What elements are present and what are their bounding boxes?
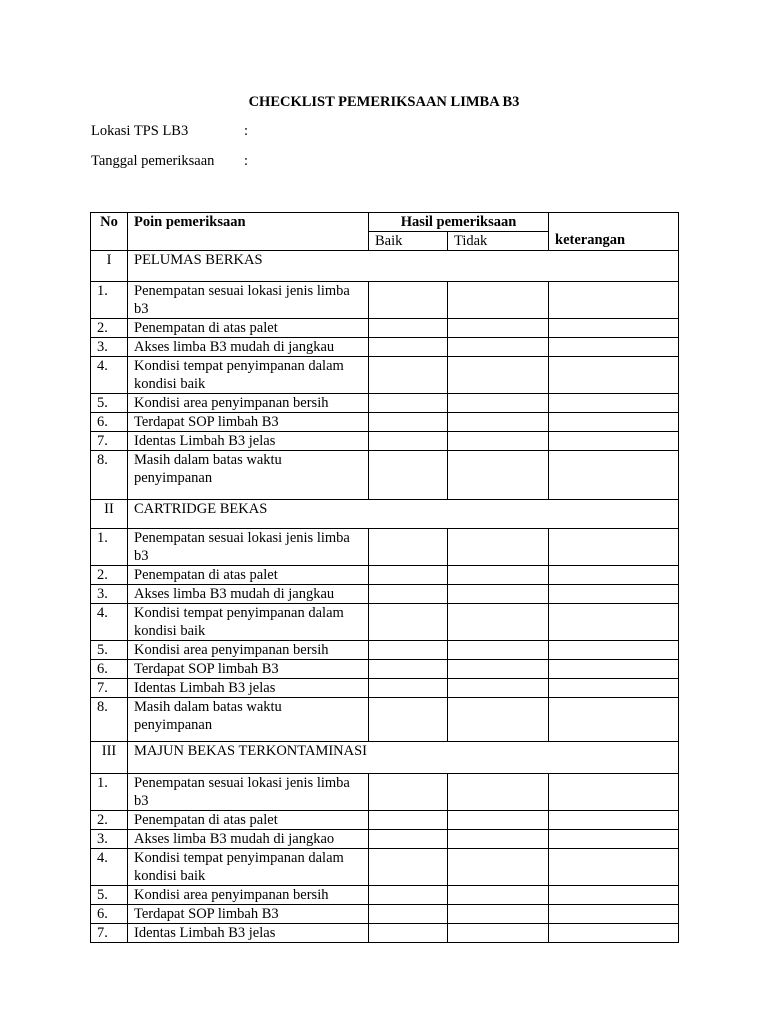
table-row bbox=[91, 282, 679, 319]
cell-keterangan bbox=[549, 394, 679, 413]
cell-keterangan bbox=[549, 357, 679, 394]
cell-keterangan bbox=[549, 698, 679, 742]
item-number: 3. bbox=[91, 585, 128, 604]
header-tidak: Tidak bbox=[448, 232, 549, 251]
item-number: 1. bbox=[91, 529, 128, 566]
table-row bbox=[91, 811, 679, 830]
item-text: Masih dalam batas waktu penyimpanan bbox=[128, 451, 369, 500]
cell-keterangan bbox=[549, 679, 679, 698]
section-number: I bbox=[91, 251, 128, 282]
item-text: Kondisi area penyimpanan bersih bbox=[128, 394, 369, 413]
item-number: 7. bbox=[91, 679, 128, 698]
cell-baik bbox=[369, 451, 448, 500]
cell-keterangan bbox=[549, 529, 679, 566]
item-text: Kondisi tempat penyimpanan dalam kondisi baik bbox=[128, 849, 369, 886]
section-number: III bbox=[91, 742, 128, 774]
item-number: 7. bbox=[91, 432, 128, 451]
cell-baik bbox=[369, 905, 448, 924]
item-text: Penempatan sesuai lokasi jenis limba b3 bbox=[128, 774, 369, 811]
cell-tidak bbox=[448, 282, 549, 319]
item-number: 5. bbox=[91, 394, 128, 413]
section-title: MAJUN BEKAS TERKONTAMINASI bbox=[128, 742, 679, 774]
cell-tidak bbox=[448, 924, 549, 943]
cell-keterangan bbox=[549, 604, 679, 641]
cell-tidak bbox=[448, 432, 549, 451]
table-row bbox=[91, 679, 679, 698]
item-text: Identas Limbah B3 jelas bbox=[128, 432, 369, 451]
cell-tidak bbox=[448, 886, 549, 905]
item-number: 6. bbox=[91, 905, 128, 924]
section-title: PELUMAS BERKAS bbox=[128, 251, 679, 282]
table-row bbox=[91, 886, 679, 905]
cell-baik bbox=[369, 811, 448, 830]
field-tanggal bbox=[91, 153, 248, 170]
cell-keterangan bbox=[549, 924, 679, 943]
item-number: 4. bbox=[91, 357, 128, 394]
field-lokasi bbox=[91, 123, 248, 140]
item-text: Identas Limbah B3 jelas bbox=[128, 924, 369, 943]
table-row bbox=[91, 566, 679, 585]
item-number: 2. bbox=[91, 319, 128, 338]
item-number: 6. bbox=[91, 413, 128, 432]
table-row bbox=[91, 319, 679, 338]
checklist-table bbox=[90, 212, 679, 943]
item-number: 6. bbox=[91, 660, 128, 679]
cell-keterangan bbox=[549, 282, 679, 319]
item-number: 7. bbox=[91, 924, 128, 943]
cell-tidak bbox=[448, 529, 549, 566]
cell-keterangan bbox=[549, 830, 679, 849]
table-row bbox=[91, 698, 679, 742]
table-row bbox=[91, 604, 679, 641]
cell-tidak bbox=[448, 905, 549, 924]
cell-keterangan bbox=[549, 451, 679, 500]
cell-keterangan bbox=[549, 774, 679, 811]
cell-keterangan bbox=[549, 432, 679, 451]
section-row bbox=[91, 500, 679, 529]
item-number: 1. bbox=[91, 774, 128, 811]
header-keterangan: keterangan bbox=[549, 213, 679, 251]
cell-keterangan bbox=[549, 886, 679, 905]
item-number: 4. bbox=[91, 849, 128, 886]
cell-keterangan bbox=[549, 905, 679, 924]
item-text: Terdapat SOP limbah B3 bbox=[128, 413, 369, 432]
table-row bbox=[91, 432, 679, 451]
cell-tidak bbox=[448, 641, 549, 660]
cell-keterangan bbox=[549, 849, 679, 886]
item-text: Penempatan sesuai lokasi jenis limba b3 bbox=[128, 282, 369, 319]
cell-tidak bbox=[448, 566, 549, 585]
cell-keterangan bbox=[549, 585, 679, 604]
field-lokasi-label: Lokasi TPS LB3 bbox=[91, 123, 189, 139]
cell-keterangan bbox=[549, 338, 679, 357]
cell-tidak bbox=[448, 338, 549, 357]
cell-baik bbox=[369, 319, 448, 338]
table-row bbox=[91, 905, 679, 924]
cell-tidak bbox=[448, 394, 549, 413]
item-text: Penempatan di atas palet bbox=[128, 566, 369, 585]
cell-tidak bbox=[448, 774, 549, 811]
cell-tidak bbox=[448, 811, 549, 830]
item-text: Penempatan sesuai lokasi jenis limba b3 bbox=[128, 529, 369, 566]
item-number: 8. bbox=[91, 451, 128, 500]
item-text: Identas Limbah B3 jelas bbox=[128, 679, 369, 698]
field-tanggal-separator: : bbox=[244, 153, 249, 169]
item-text: Terdapat SOP limbah B3 bbox=[128, 905, 369, 924]
cell-baik bbox=[369, 432, 448, 451]
table-row bbox=[91, 924, 679, 943]
item-text: Penempatan di atas palet bbox=[128, 811, 369, 830]
cell-keterangan bbox=[549, 641, 679, 660]
item-text: Kondisi area penyimpanan bersih bbox=[128, 886, 369, 905]
item-text: Kondisi tempat penyimpanan dalam kondisi baik bbox=[128, 604, 369, 641]
cell-baik bbox=[369, 529, 448, 566]
table-row bbox=[91, 529, 679, 566]
item-text: Penempatan di atas palet bbox=[128, 319, 369, 338]
table-row bbox=[91, 413, 679, 432]
item-number: 2. bbox=[91, 566, 128, 585]
cell-baik bbox=[369, 566, 448, 585]
item-text: Kondisi tempat penyimpanan dalam kondisi baik bbox=[128, 357, 369, 394]
cell-keterangan bbox=[549, 811, 679, 830]
cell-baik bbox=[369, 641, 448, 660]
cell-tidak bbox=[448, 319, 549, 338]
table-row bbox=[91, 774, 679, 811]
cell-keterangan bbox=[549, 566, 679, 585]
table-row bbox=[91, 641, 679, 660]
item-number: 3. bbox=[91, 338, 128, 357]
field-lokasi-separator: : bbox=[244, 123, 249, 139]
cell-tidak bbox=[448, 679, 549, 698]
cell-tidak bbox=[448, 698, 549, 742]
cell-tidak bbox=[448, 413, 549, 432]
table-row bbox=[91, 660, 679, 679]
section-number: II bbox=[91, 500, 128, 529]
table-row bbox=[91, 830, 679, 849]
table-row bbox=[91, 357, 679, 394]
header-no: No bbox=[91, 213, 128, 251]
item-text: Akses limba B3 mudah di jangkau bbox=[128, 585, 369, 604]
item-number: 4. bbox=[91, 604, 128, 641]
item-number: 2. bbox=[91, 811, 128, 830]
section-title: CARTRIDGE BEKAS bbox=[128, 500, 679, 529]
cell-tidak bbox=[448, 451, 549, 500]
cell-tidak bbox=[448, 830, 549, 849]
item-text: Akses limba B3 mudah di jangkau bbox=[128, 338, 369, 357]
cell-baik bbox=[369, 338, 448, 357]
header-hasil: Hasil pemeriksaan bbox=[369, 213, 549, 232]
table-row bbox=[91, 394, 679, 413]
item-number: 1. bbox=[91, 282, 128, 319]
cell-baik bbox=[369, 886, 448, 905]
table-row bbox=[91, 338, 679, 357]
table-row bbox=[91, 585, 679, 604]
cell-keterangan bbox=[549, 660, 679, 679]
table-row bbox=[91, 849, 679, 886]
item-number: 5. bbox=[91, 886, 128, 905]
item-text: Kondisi area penyimpanan bersih bbox=[128, 641, 369, 660]
section-row bbox=[91, 251, 679, 282]
cell-baik bbox=[369, 357, 448, 394]
field-tanggal-label: Tanggal pemeriksaan bbox=[91, 153, 215, 169]
cell-tidak bbox=[448, 357, 549, 394]
table-row bbox=[91, 451, 679, 500]
cell-baik bbox=[369, 924, 448, 943]
cell-baik bbox=[369, 282, 448, 319]
cell-baik bbox=[369, 585, 448, 604]
checklist-body bbox=[91, 251, 679, 943]
cell-tidak bbox=[448, 585, 549, 604]
item-number: 5. bbox=[91, 641, 128, 660]
item-number: 3. bbox=[91, 830, 128, 849]
item-number: 8. bbox=[91, 698, 128, 742]
document-title: CHECKLIST PEMERIKSAAN LIMBA B3 bbox=[248, 94, 520, 110]
cell-tidak bbox=[448, 849, 549, 886]
cell-tidak bbox=[448, 604, 549, 641]
header-poin: Poin pemeriksaan bbox=[128, 213, 369, 251]
header-baik: Baik bbox=[369, 232, 448, 251]
cell-keterangan bbox=[549, 319, 679, 338]
item-text: Masih dalam batas waktu penyimpanan bbox=[128, 698, 369, 742]
cell-baik bbox=[369, 830, 448, 849]
cell-baik bbox=[369, 774, 448, 811]
cell-baik bbox=[369, 413, 448, 432]
cell-tidak bbox=[448, 660, 549, 679]
cell-baik bbox=[369, 698, 448, 742]
cell-baik bbox=[369, 849, 448, 886]
cell-baik bbox=[369, 679, 448, 698]
cell-baik bbox=[369, 604, 448, 641]
item-text: Akses limba B3 mudah di jangkao bbox=[128, 830, 369, 849]
section-row bbox=[91, 742, 679, 774]
item-text: Terdapat SOP limbah B3 bbox=[128, 660, 369, 679]
cell-baik bbox=[369, 660, 448, 679]
cell-baik bbox=[369, 394, 448, 413]
cell-keterangan bbox=[549, 413, 679, 432]
